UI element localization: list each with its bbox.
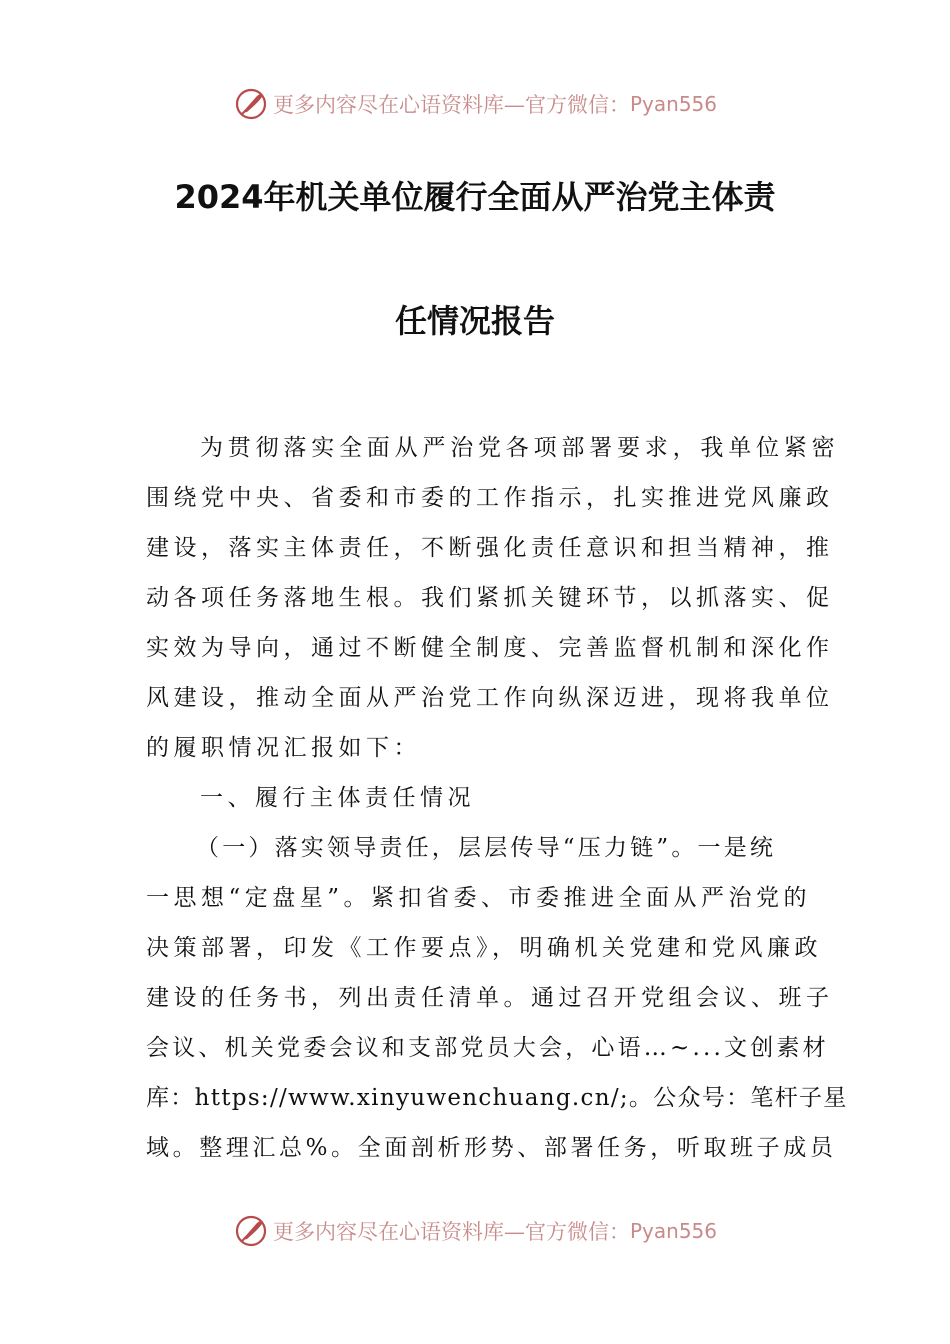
body-line: 域。整理汇总%。全面剖析形势、部署任务，听取班子成员 (146, 1135, 837, 1161)
body-line: 建设的任务书，列出责任清单。通过召开党组会议、班子 (146, 985, 834, 1011)
watermark-text: 更多内容尽在心语资料库—官方微信： (272, 93, 630, 117)
body-line: 的履职情况汇报如下： (146, 735, 421, 761)
quill-pen-logo-icon (233, 1213, 269, 1249)
body-line: 为贯彻落实全面从严治党各项部署要求，我单位紧密 (200, 435, 840, 461)
body-line: 动各项任务落地生根。我们紧抓关键环节，以抓落实、促 (146, 585, 834, 611)
body-line: 一思想“定盘星”。紧扣省委、市委推进全面从严治党的 (146, 885, 812, 911)
body-line: 风建设，推动全面从严治党工作向纵深迈进，现将我单位 (146, 685, 834, 711)
body-line: 实效为导向，通过不断健全制度、完善监督机制和深化作 (146, 635, 834, 661)
section-heading: 一、履行主体责任情况 (200, 785, 475, 811)
footer-watermark (0, 1211, 950, 1251)
watermark-contact: Pyan556 (629, 92, 717, 116)
document-title-line-1: 2024年机关单位履行全面从严治党主体责 (174, 178, 776, 216)
quill-pen-logo-icon (233, 86, 269, 122)
header-watermark (0, 84, 950, 124)
document-title-line-2: 任情况报告 (394, 302, 555, 340)
body-line: 建设，落实主体责任，不断强化责任意识和担当精神，推 (146, 535, 834, 561)
body-line: 库：https://www.xinyuwenchuang.cn/;。公众号：笔杆子星 (146, 1085, 848, 1111)
body-line: 决策部署，印发《工作要点》，明确机关党建和党风廉政 (146, 935, 822, 961)
watermark-text: 更多内容尽在心语资料库—官方微信： (272, 1220, 630, 1244)
body-line: 会议、机关党委会议和支部党员大会，心语…~...文创素材 (146, 1035, 829, 1061)
subsection-heading: （一）落实领导责任，层层传导“压力链”。一是统 (196, 835, 777, 861)
watermark-contact: Pyan556 (629, 1219, 717, 1243)
body-line: 围绕党中央、省委和市委的工作指示，扎实推进党风廉政 (146, 485, 834, 511)
